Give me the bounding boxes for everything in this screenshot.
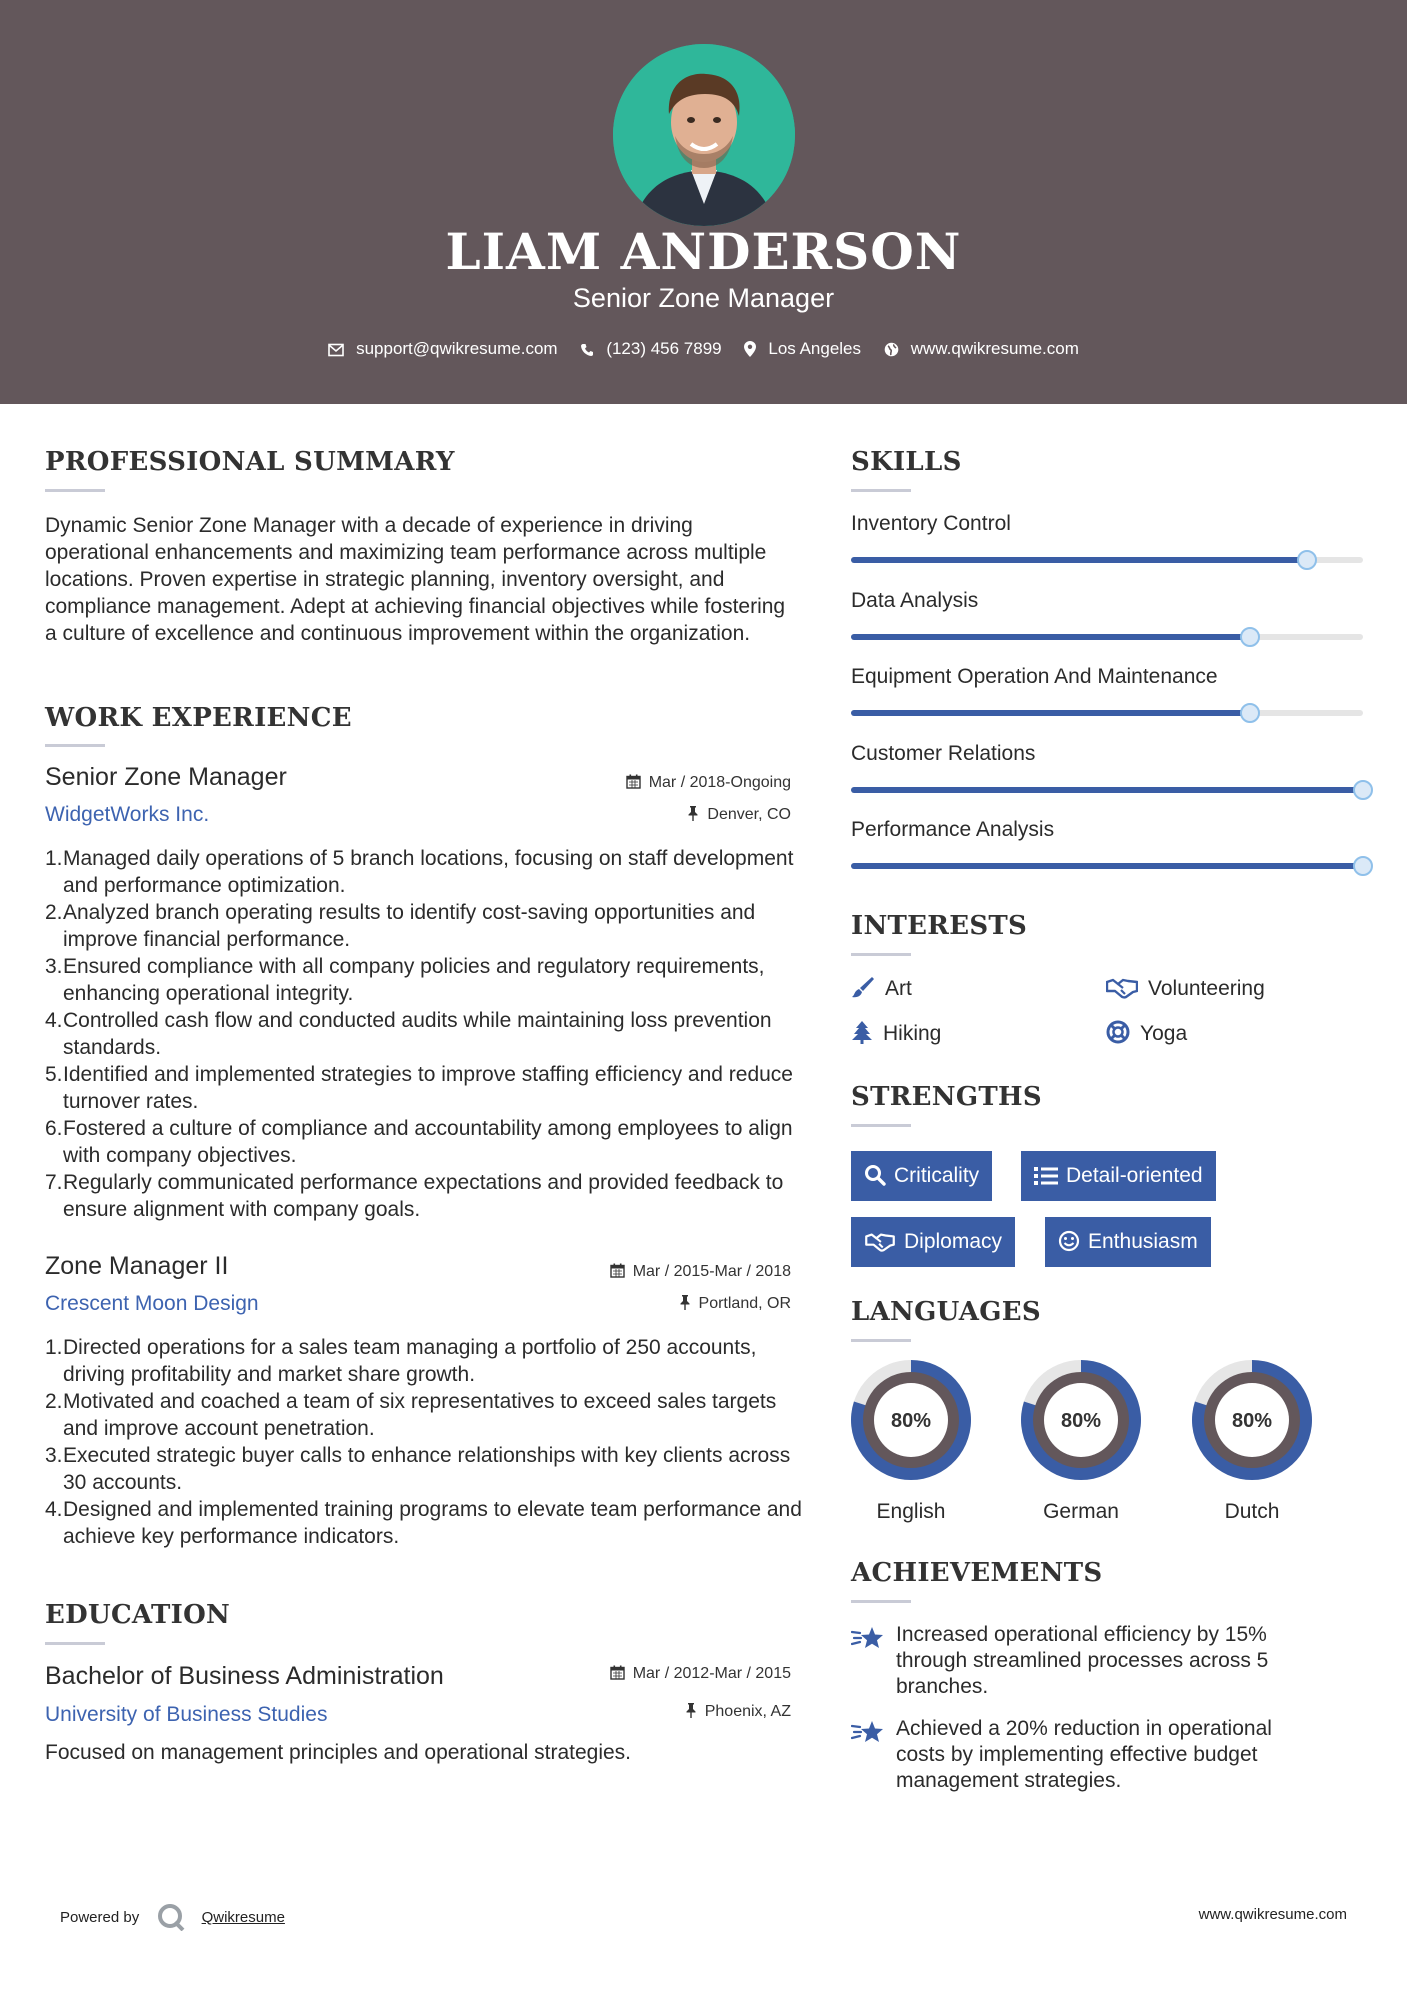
interest-item-yoga [1106,1020,1187,1046]
strength-label: Detail-oriented [1066,1164,1203,1187]
education-heading: EDUCATION [45,1600,231,1630]
skill-label: Customer Relations [851,741,1036,765]
list-item: 7. Regularly communicated performance expectations and provided feedback to ensure alignment with company goals. [45,1171,784,1221]
strength-label: Diplomacy [904,1230,1003,1253]
language-ring [1190,1358,1314,1482]
contact-phone[interactable] [580,339,721,359]
skill-bar-fill [851,557,1307,563]
strength-label: Enthusiasm [1088,1230,1198,1253]
list-item: 1. Managed daily operations of 5 branch locations, focusing on staff development and performance optimization. [45,847,794,897]
calendar-icon [626,774,641,789]
pushpin-icon [685,1703,697,1718]
job-company[interactable]: Crescent Moon Design [45,1292,259,1315]
languages-heading: LANGUAGES [851,1297,1041,1327]
strengths-rule [851,1124,911,1127]
education-location-text: Phoenix, AZ [704,1703,791,1720]
interests-heading: INTERESTS [851,911,1028,941]
job-location-text: Denver, CO [707,806,791,823]
job-dates-text: Mar / 2015-Mar / 2018 [632,1263,791,1280]
lifebuoy-icon [1106,1020,1130,1044]
job-dates-text: Mar / 2018-Ongoing [648,774,791,791]
handshake-icon [864,1230,896,1252]
calendar-icon [610,1665,625,1680]
candidate-title: Senior Zone Manager [572,283,835,313]
job-location [687,806,791,824]
pushpin-icon [679,1295,691,1310]
strength-tag-detail-oriented [1021,1151,1216,1201]
job-dates [626,774,791,792]
skill-bar [851,863,1363,869]
list-icon [1034,1166,1058,1186]
language-name: Dutch [1224,1500,1280,1523]
contact-email-text: support@qwikresume.com [356,338,558,358]
achievements-heading: ACHIEVEMENTS [851,1558,1103,1588]
skill-label: Inventory Control [851,512,1011,535]
language-ring [1019,1358,1143,1482]
education-description: Focused on management principles and operational strategies. [45,1741,632,1764]
smile-icon [1058,1230,1080,1252]
school-name[interactable]: University of Business Studies [45,1703,328,1726]
language-item [1190,1358,1314,1524]
summary-rule [45,489,105,492]
footer-website[interactable]: www.qwikresume.com [1198,1906,1347,1923]
skill-bar-knob [1353,856,1373,876]
education-dates-text: Mar / 2012-Mar / 2015 [632,1665,791,1682]
shooting-star-icon [851,1624,885,1652]
summary-text: Dynamic Senior Zone Manager with a decade of experience in driving operational enhancements and maximizing team performance across multiple locations. Proven expertise in strategic planning, inventory oversight, and compliance management. Adept at achieving financial objectives while fostering a culture of excellence and continuous improvement within the organization. [45,514,786,645]
list-item: 5. Identified and implemented strategies to improve staffing efficiency and reduce turnover rates. [45,1063,793,1113]
list-item: 2. Motivated and coached a team of six representatives to exceed sales targets and improve account penetration. [45,1390,777,1440]
skill-bar-knob [1240,703,1260,723]
language-name: German [1043,1500,1119,1523]
education-rule [45,1642,105,1645]
language-ring [849,1358,973,1482]
job-dates [610,1263,791,1281]
languages-rule [851,1339,911,1342]
interest-label: Volunteering [1148,977,1265,1000]
language-item [849,1358,973,1524]
skill-label: Performance Analysis [851,818,1055,841]
interest-item-hiking [851,1020,941,1046]
language-percent: 80% [1231,1410,1273,1432]
job-bullets [45,845,808,1223]
skill-bar-knob [1297,550,1317,570]
contact-phone-text: (123) 456 7899 [606,338,722,358]
contact-website-text: www.qwikresume.com [910,338,1079,358]
candidate-name: LIAM ANDERSON [445,222,962,281]
strength-tag-enthusiasm [1045,1217,1211,1267]
phone-icon [580,343,594,357]
footer-powered-by [60,1903,285,1931]
contact-location-text: Los Angeles [768,338,862,358]
list-item: 3. Executed strategic buyer calls to enhance relationships with key clients across 30 accounts. [45,1444,791,1494]
strengths-heading: STRENGTHS [851,1082,1042,1112]
list-item: 2. Analyzed branch operating results to identify cost-saving opportunities and improve financial performance. [45,901,756,951]
pushpin-icon [687,806,699,821]
interest-label: Hiking [883,1022,942,1045]
contact-website[interactable] [884,339,1079,359]
job-location-text: Portland, OR [698,1295,791,1312]
contact-location [744,339,861,359]
skill-bar [851,634,1363,640]
skill-bar-fill [851,634,1250,640]
list-item: 3. Ensured compliance with all company policies and regulatory requirements, enhancing operational integrity. [45,955,765,1005]
language-percent: 80% [1060,1410,1102,1432]
achievement-text: Increased operational efficiency by 15% through streamlined processes across 5 branches. [896,1623,1269,1698]
strength-tag-criticality [851,1151,992,1201]
achievements-rule [851,1600,911,1603]
contact-bar [0,338,1407,359]
interest-label: Art [885,977,912,1000]
language-percent: 80% [890,1410,932,1432]
work-heading: WORK EXPERIENCE [45,703,352,733]
list-item: 1. Directed operations for a sales team managing a portfolio of 250 accounts, driving profitability and market share growth. [45,1336,757,1386]
language-name: English [876,1500,946,1523]
skill-bar [851,557,1363,563]
job-role: Zone Manager II [45,1252,229,1280]
education-location [685,1703,791,1721]
tree-icon [851,1020,873,1044]
skill-bar [851,710,1363,716]
interest-item-volunteering [1106,975,1265,1001]
shooting-star-icon [851,1718,885,1746]
job-company[interactable]: WidgetWorks Inc. [45,803,210,826]
skill-label: Data Analysis [851,588,979,612]
interest-label: Yoga [1140,1022,1188,1045]
job-role: Senior Zone Manager [45,763,287,791]
powered-by-text: Powered by [60,1909,140,1926]
resume-header [0,0,1407,404]
envelope-icon [328,343,344,357]
person-photo-illustration [613,44,795,226]
skill-bar-fill [851,787,1363,793]
globe-icon [884,342,899,357]
skills-heading: SKILLS [851,447,962,477]
interests-rule [851,953,911,956]
degree-title: Bachelor of Business Administration [45,1662,444,1690]
skill-bar [851,787,1363,793]
brand-link[interactable]: Qwikresume [201,1909,285,1926]
job-location [679,1295,791,1313]
job-bullets [45,1334,808,1550]
skill-label: Equipment Operation And Maintenance [851,665,1218,688]
language-item [1019,1358,1143,1524]
education-dates [610,1665,791,1683]
skill-bar-knob [1353,780,1373,800]
contact-email[interactable] [328,339,558,359]
list-item: 4. Designed and implemented training programs to elevate team performance and achieve key performance indicators. [45,1498,802,1548]
achievement-text: Achieved a 20% reduction in operational costs by implementing effective budget management strategies. [896,1717,1272,1792]
interest-item-art [851,975,912,1001]
search-icon [864,1164,886,1186]
strength-tag-diplomacy [851,1217,1015,1267]
work-rule [45,744,105,747]
paintbrush-icon [851,975,875,999]
calendar-icon [610,1263,625,1278]
map-pin-icon [744,341,756,357]
skill-bar-fill [851,863,1363,869]
handshake-icon [1106,975,1138,999]
skill-bar-knob [1240,627,1260,647]
skills-rule [851,489,911,492]
strength-label: Criticality [894,1164,980,1187]
profile-photo [613,44,795,226]
skill-bar-fill [851,710,1250,716]
list-item: 6. Fostered a culture of compliance and accountability among employees to align with company objectives. [45,1117,793,1167]
qwikresume-logo-icon [157,1903,187,1931]
summary-heading: PROFESSIONAL SUMMARY [45,447,455,477]
list-item: 4. Controlled cash flow and conducted audits while maintaining loss prevention standards. [45,1009,772,1059]
